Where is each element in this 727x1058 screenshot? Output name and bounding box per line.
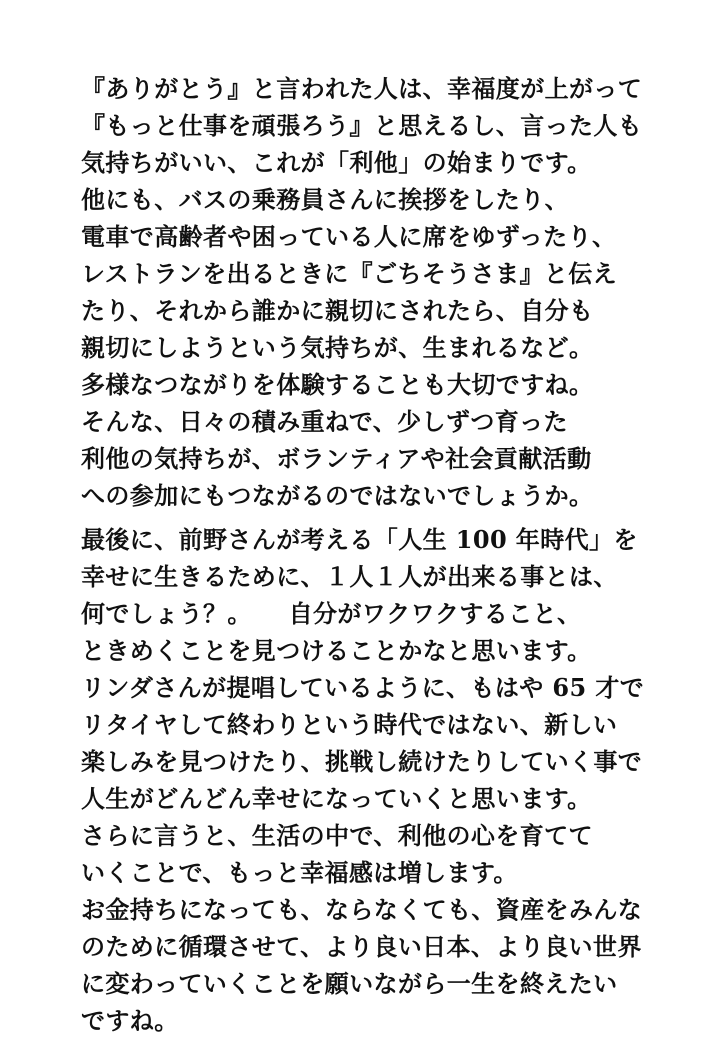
text-line: への参加にもつながるのではないでしょうか。 <box>81 481 594 510</box>
text-line: 最後に、前野さんが考える「人生 100 年時代」を <box>81 525 638 554</box>
text-line: 利他の気持ちが、ボランティアや社会貢献活動 <box>81 444 592 473</box>
paragraph-100-year-life <box>81 521 687 1039</box>
text-line: のために循環させて、より良い日本、より良い世界 <box>81 932 642 961</box>
text-line: 人生がどんどん幸せになっていくと思います。 <box>81 784 592 813</box>
text-line: 多様なつながりを体験することも大切ですね。 <box>81 370 594 399</box>
text-line: さらに言うと、生活の中で、利他の心を育てて <box>81 821 593 850</box>
text-line: ときめくことを見つけることかなと思います。 <box>81 636 592 665</box>
text-line: ですね。 <box>81 1006 179 1035</box>
text-line: レストランを出るときに『ごちそうさま』と伝え <box>81 259 618 288</box>
text-line: 気持ちがいい、これが「利他」の始まりです。 <box>81 148 592 177</box>
text-line: 親切にしようという気持ちが、生まれるなど。 <box>81 333 594 362</box>
text-line: 他にも、バスの乗務員さんに挨拶をしたり、 <box>81 185 569 214</box>
text-line: そんな、日々の積み重ねで、少しずつ育った <box>81 407 568 436</box>
text-line: たり、それから誰かに親切にされたら、自分も <box>81 296 594 325</box>
text-line: お金持ちになっても、ならなくても、資産をみんな <box>81 895 643 924</box>
text-line: 楽しみを見つけたり、挑戦し続けたりしていく事で <box>81 747 643 776</box>
text-line: 何でしょう？。 自分がワクワクすること、 <box>81 599 582 628</box>
text-line: に変わっていくことを願いながら一生を終えたい <box>81 969 618 998</box>
text-line: 『もっと仕事を頑張ろう』と思えるし、言った人も <box>81 111 643 140</box>
text-line: リタイヤして終わりという時代ではない、新しい <box>81 710 618 739</box>
paragraph-altruism <box>81 70 687 514</box>
text-line: 『ありがとう』と言われた人は、幸福度が上がって <box>81 74 643 103</box>
text-line: リンダさんが提唱しているように、もはや 65 才で <box>81 673 645 702</box>
text-line: 電車で高齢者や困っている人に席をゆずったり、 <box>81 222 617 251</box>
text-line: いくことで、もっと幸福感は増します。 <box>81 858 518 887</box>
text-line: 幸せに生きるために、１人１人が出来る事とは、 <box>81 562 618 591</box>
